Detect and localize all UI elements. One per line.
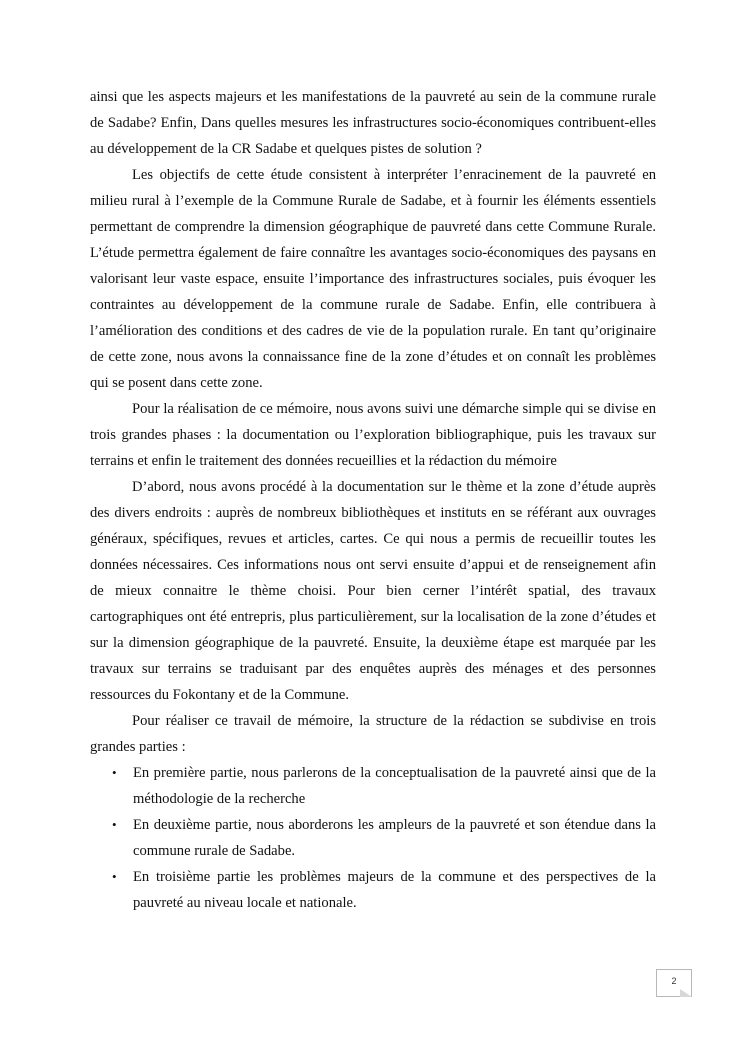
list-item <box>90 864 656 916</box>
list-item-text: En première partie, nous parlerons de la conceptualisation de la pauvreté ainsi que de la méthodologie de la recherche <box>133 765 656 807</box>
paragraph-documentation: D’abord, nous avons procédé à la documentation sur le thème et la zone d’étude auprès des divers endroits : auprès de nombreux bibliothèques et instituts en se référant aux ouvrages généraux, spécifiques, revues et articles, cartes. Ce qui nous a permis de recueillir toutes les données nécessaires. Ces informations nous ont servi ensuite d’appui et de renseignement afin de mieux connaitre le thème choisi. Pour bien cerner l’intérêt spatial, des travaux cartographiques ont été entrepris, plus particulièrement, sur la localisation de la zone d’études et sur la dimension géographique de la pauvreté. Ensuite, la deuxième étape est marquée par les travaux sur terrains se traduisant par des enquêtes auprès des ménages et des personnes ressources du Fokontany et de la Commune. <box>90 479 656 703</box>
bullet-icon: • <box>112 817 117 832</box>
page-fold-icon <box>680 989 692 997</box>
paragraph-methodology: Pour la réalisation de ce mémoire, nous avons suivi une démarche simple qui se divise en trois grandes phases : la documentation ou l’exploration bibliographique, puis les travaux sur terrains et enfin le traitement des données recueillies et la rédaction du mémoire <box>90 401 656 469</box>
page-number: 2 <box>671 976 677 986</box>
list-item <box>90 812 656 864</box>
list-item-text: En deuxième partie, nous aborderons les ampleurs de la pauvreté et son étendue dans la commune rurale de Sadabe. <box>133 817 656 859</box>
paragraph-research-questions: ainsi que les aspects majeurs et les manifestations de la pauvreté au sein de la commune rurale de Sadabe? Enfin, Dans quelles mesures les infrastructures socio-économiques contribuent-elles au développement de la CR Sadabe et quelques pistes de solution ? <box>90 89 656 157</box>
paragraph-objectives: Les objectifs de cette étude consistent à interpréter l’enracinement de la pauvreté en milieu rural à l’exemple de la Commune Rurale de Sadabe, et à fournir les éléments essentiels permettant de comprendre la dimension géographique de pauvreté dans cette Commune Rurale. L’étude permettra également de faire connaître les avantages socio-économiques des paysans en valorisant leur vaste espace, ensuite l’importance des infrastructures sociales, puis évoquer les contraintes au développement de la commune rurale de Sadabe. Enfin, elle contribuera à l’amélioration des conditions et des cadres de vie de la population rurale. En tant qu’originaire de cette zone, nous avons la connaissance fine de la zone d’études et on connaît les problèmes qui se posent dans cette zone. <box>90 167 656 391</box>
list-item-text: En troisième partie les problèmes majeurs de la commune et des perspectives de la pauvreté au niveau locale et nationale. <box>133 869 656 911</box>
parts-list <box>90 760 656 916</box>
list-item <box>90 760 656 812</box>
bullet-icon: • <box>112 869 117 884</box>
page-number-box <box>656 969 692 997</box>
paragraph-structure: Pour réaliser ce travail de mémoire, la structure de la rédaction se subdivise en trois grandes parties : <box>90 713 656 755</box>
document-page <box>90 84 656 916</box>
bullet-icon: • <box>112 765 117 780</box>
